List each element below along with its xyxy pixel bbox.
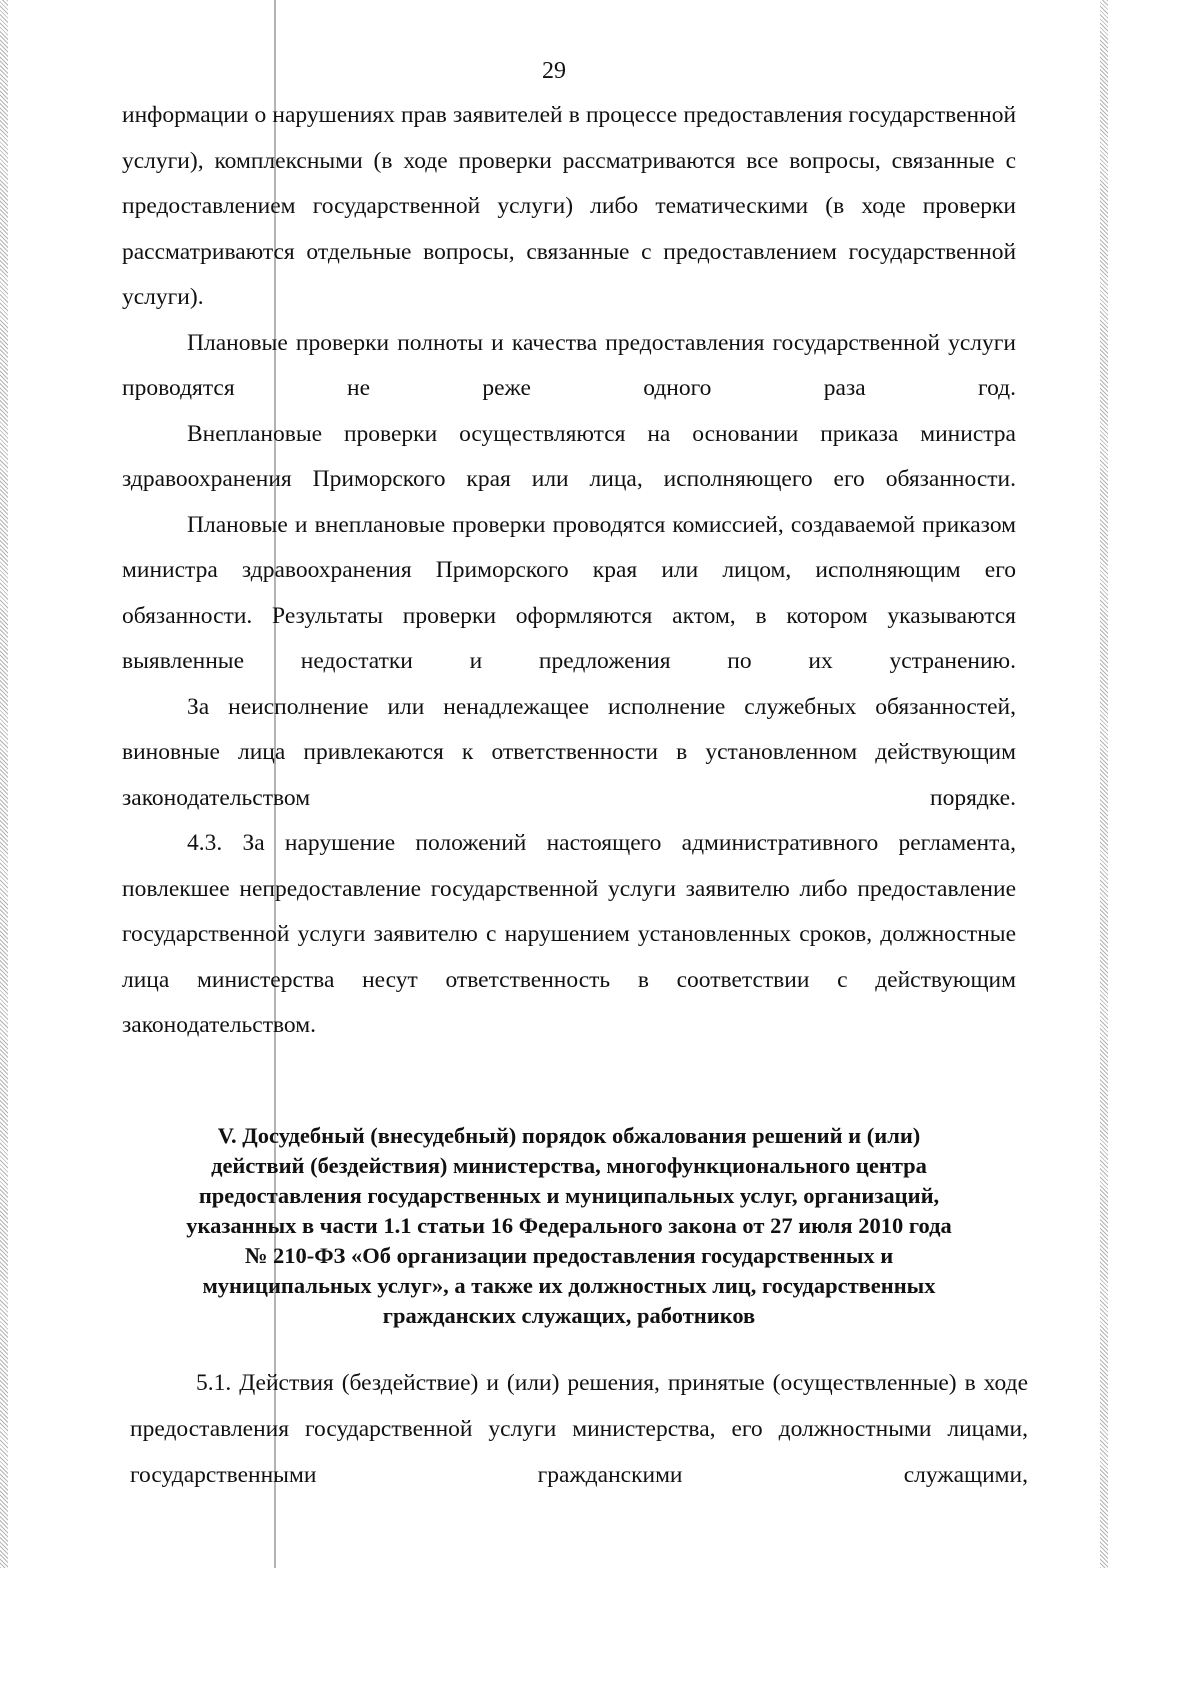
text-line: государственной услуги), комплексными (в ходе проверки рассматриваются все (122, 102, 1017, 174)
text-line: информации о нарушениях прав заявителей в процессе предоставления (122, 102, 843, 128)
text-line: приказом министра здравоохранения Приморского края или лицом, (122, 511, 1016, 583)
scan-edge-right (1100, 0, 1108, 1568)
heading-line: указанных в части 1.1 статьи 16 Федерального закона от 27 июля 2010 года (186, 1213, 952, 1238)
text-line: Плановые проверки полноты и качества предоставления государственной (187, 329, 940, 356)
scan-edge-left (0, 0, 8, 1568)
text-line: вопросы, связанные с предоставлением государственной услуги) либо (122, 147, 1017, 219)
text-line: устранению. (889, 648, 1016, 674)
text-line: тематическими (в ходе проверки рассматриваются отдельные вопросы, (122, 193, 1017, 265)
paragraph-commission (122, 503, 1016, 685)
page-number: 29 (542, 58, 566, 84)
text-line: 5.1. Действия (бездействие) и (или) решения, принятые (осуществленные) (196, 1370, 957, 1396)
text-line: здравоохранения Приморского края или лица, исполняющего его обязанности. (122, 466, 1016, 492)
heading-line: муниципальных услуг», а также их должностных лиц, государственных (202, 1273, 936, 1298)
heading-line: V. Досудебный (внесудебный) порядок обжалования решений и (или) (217, 1123, 921, 1148)
text-line: 4.3. За нарушение положений настоящего административного регламента, (187, 830, 1016, 856)
text-line: Внеплановые проверки осуществляются на основании приказа министра (187, 420, 1016, 447)
text-line: связанные с предоставлением государственной услуги). (122, 238, 1017, 310)
text-line: должностными лицами, государственными гражданскими служащими, (130, 1416, 1028, 1488)
text-line: повлекшее непредоставление государственной услуги заявителю либо (122, 875, 848, 902)
paragraph-planned-inspections (122, 321, 1016, 412)
paragraph-inspection-types (122, 93, 1016, 321)
paragraph-5-1 (130, 1360, 1028, 1498)
text-line: исполняющим его обязанности. Результаты проверки оформляются актом, в (122, 557, 1017, 629)
heading-line: предоставления государственных и муниципальных услуг, организаций, (198, 1183, 940, 1208)
text-line: установленном действующим законодательством порядке. (122, 739, 1016, 811)
text-line: услуги проводятся не реже одного раза год. (122, 329, 1016, 401)
text-line: обязанностей, виновные лица привлекаются к ответственности в (122, 693, 1017, 765)
text-line: Плановые и внеплановые проверки проводятся комиссией, создаваемой (187, 511, 916, 538)
text-line: в ходе предоставления государственной услуги министерства, его (130, 1370, 1028, 1442)
text-line: котором указываются выявленные недостатки и предложения по их (122, 602, 1016, 674)
paragraph-unplanned-inspections (122, 412, 1016, 503)
text-line: предоставление государственной услуги заявителю с нарушением (122, 875, 1016, 947)
body-text-chapter-4 (122, 93, 1016, 1049)
heading-line: гражданских служащих, работников (382, 1303, 756, 1328)
heading-line: № 210-ФЗ «Об организации предоставления государственных и (244, 1243, 894, 1268)
section-v-heading (122, 1121, 1016, 1331)
heading-line: действий (бездействия) министерства, многофункционального центра (211, 1153, 927, 1178)
paragraph-4-3 (122, 821, 1016, 1049)
text-line: За неисполнение или ненадлежащее исполнение служебных (187, 693, 857, 720)
paragraph-liability (122, 685, 1016, 822)
text-line: установленных сроков, должностные лица министерства несут ответственность (122, 921, 1017, 993)
body-text-chapter-5 (130, 1360, 1028, 1498)
text-line: в соответствии с действующим законодательством. (122, 966, 1016, 1038)
